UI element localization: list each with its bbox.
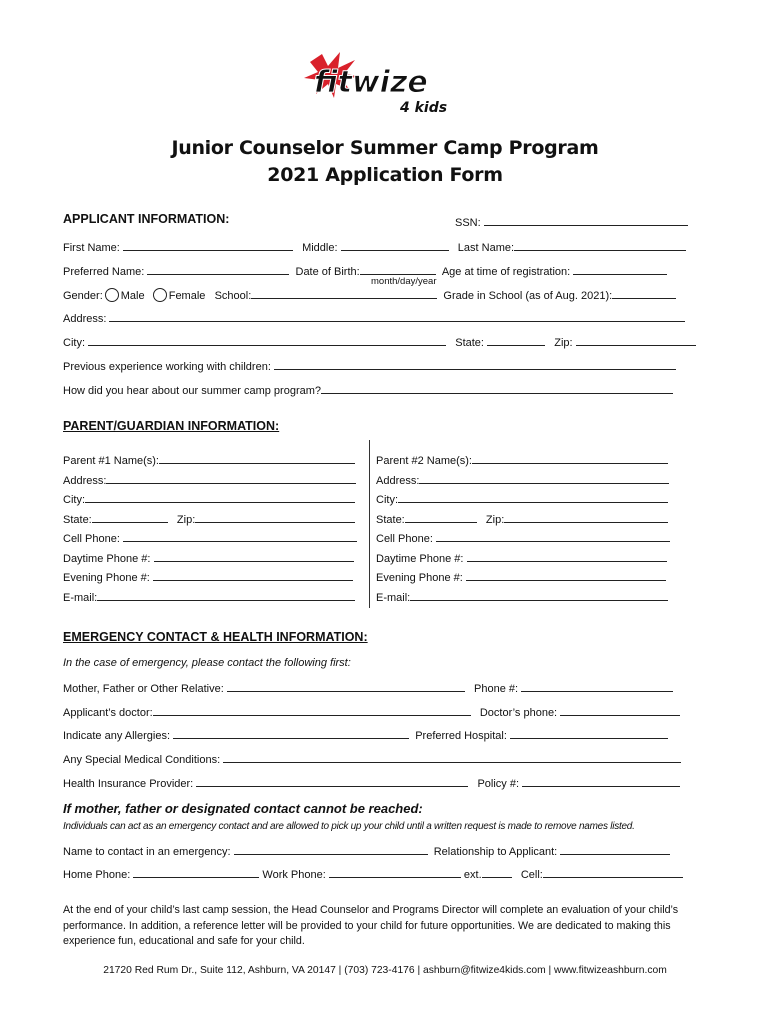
p2-name-field[interactable]: [472, 453, 668, 464]
doctor-field[interactable]: [153, 705, 471, 716]
p2-cell-row: Cell Phone:: [376, 531, 670, 545]
p1-email-field[interactable]: [97, 590, 355, 601]
p1-name-row: Parent #1 Name(s):: [63, 453, 355, 467]
unreached-note: Individuals can act as an emergency contact and are allowed to pick up your child until a written request is made to remove names listed.: [63, 821, 635, 832]
age-field[interactable]: [573, 264, 667, 275]
p1-state-row: State: Zip:: [63, 512, 355, 526]
cell-field[interactable]: [543, 867, 683, 878]
unreached-heading: If mother, father or designated contact cannot be reached:: [63, 801, 423, 816]
school-field[interactable]: [251, 288, 437, 299]
address-field[interactable]: [109, 311, 685, 322]
preferred-row: Preferred Name: Date of Birth: Age at time of registration:: [63, 264, 667, 278]
doctor-phone-field[interactable]: [560, 705, 680, 716]
p2-name-row: Parent #2 Name(s):: [376, 453, 668, 467]
fitwize-logo: [300, 44, 480, 118]
contact-name-row: Name to contact in an emergency: Relationship to Applicant:: [63, 844, 670, 858]
name-row: First Name: Middle: Last Name:: [63, 240, 686, 254]
relative-phone-field[interactable]: [521, 681, 673, 692]
p2-daytime-row: Daytime Phone #:: [376, 551, 667, 565]
p2-address-row: Address:: [376, 473, 669, 487]
relationship-field[interactable]: [560, 844, 670, 855]
p1-name-field[interactable]: [159, 453, 355, 464]
relative-field[interactable]: [227, 681, 465, 692]
grade-field[interactable]: [612, 288, 676, 299]
phones-row: Home Phone: Work Phone: ext. Cell:: [63, 867, 683, 881]
p1-state-field[interactable]: [92, 512, 168, 523]
dob-field[interactable]: [360, 264, 436, 275]
p2-email-field[interactable]: [410, 590, 668, 601]
zip-field[interactable]: [576, 335, 696, 346]
allergies-field[interactable]: [173, 728, 409, 739]
p1-daytime-field[interactable]: [154, 551, 354, 562]
experience-field[interactable]: [274, 359, 676, 370]
ssn-field[interactable]: [484, 215, 688, 226]
gender-row: Gender: Male Female School: Grade in School (as of Aug. 2021):: [63, 288, 676, 302]
allergies-row: Indicate any Allergies: Preferred Hospital:: [63, 728, 668, 742]
first-name-field[interactable]: [123, 240, 293, 251]
p2-city-row: City:: [376, 492, 668, 506]
p2-email-row: E-mail:: [376, 590, 668, 604]
p1-address-field[interactable]: [106, 473, 356, 484]
parent-heading: PARENT/GUARDIAN INFORMATION:: [63, 419, 280, 433]
p1-daytime-row: Daytime Phone #:: [63, 551, 354, 565]
dob-hint: month/day/year: [371, 276, 437, 287]
form-title: Junior Counselor Summer Camp Program: [171, 137, 599, 159]
parent-divider: [369, 440, 370, 608]
hear-row: How did you hear about our summer camp program?: [63, 383, 673, 397]
applicant-heading: APPLICANT INFORMATION:: [63, 212, 230, 226]
p1-address-row: Address:: [63, 473, 356, 487]
ssn-row: SSN:: [455, 215, 688, 229]
p2-evening-field[interactable]: [466, 570, 666, 581]
p1-email-row: E-mail:: [63, 590, 355, 604]
p2-evening-row: Evening Phone #:: [376, 570, 666, 584]
logo-sub-text: 4 kids: [400, 100, 448, 116]
emergency-intro: In the case of emergency, please contact the following first:: [63, 657, 351, 669]
p1-zip-field[interactable]: [195, 512, 355, 523]
footer-contact: 21720 Red Rum Dr., Suite 112, Ashburn, VA 20147 | (703) 723-4176 | ashburn@fitwize4kids.com | www.fitwizeashburn.com: [103, 965, 667, 976]
form-subtitle: 2021 Application Form: [267, 164, 503, 186]
p2-address-field[interactable]: [419, 473, 669, 484]
p1-cell-field[interactable]: [123, 531, 357, 542]
policy-field[interactable]: [522, 776, 680, 787]
p2-state-field[interactable]: [405, 512, 477, 523]
insurance-field[interactable]: [196, 776, 468, 787]
p2-city-field[interactable]: [398, 492, 668, 503]
last-name-field[interactable]: [514, 240, 686, 251]
hear-field[interactable]: [321, 383, 673, 394]
conditions-field[interactable]: [223, 752, 681, 763]
p1-city-field[interactable]: [85, 492, 355, 503]
preferred-name-field[interactable]: [147, 264, 289, 275]
contact-name-field[interactable]: [234, 844, 428, 855]
p1-cell-row: Cell Phone:: [63, 531, 357, 545]
insurance-row: Health Insurance Provider: Policy #:: [63, 776, 680, 790]
hospital-field[interactable]: [510, 728, 668, 739]
p1-evening-row: Evening Phone #:: [63, 570, 353, 584]
emergency-heading: EMERGENCY CONTACT & HEALTH INFORMATION:: [63, 630, 368, 644]
experience-row: Previous experience working with children:: [63, 359, 676, 373]
female-radio[interactable]: [153, 288, 167, 302]
address-row: Address:: [63, 311, 685, 325]
relative-row: Mother, Father or Other Relative: Phone #:: [63, 681, 673, 695]
state-field[interactable]: [487, 335, 545, 346]
p1-evening-field[interactable]: [153, 570, 353, 581]
city-field[interactable]: [88, 335, 446, 346]
conditions-row: Any Special Medical Conditions:: [63, 752, 681, 766]
p2-cell-field[interactable]: [436, 531, 670, 542]
doctor-row: Applicant’s doctor: Doctor’s phone:: [63, 705, 680, 719]
middle-name-field[interactable]: [341, 240, 449, 251]
male-radio[interactable]: [105, 288, 119, 302]
ext-field[interactable]: [482, 867, 512, 878]
p2-state-row: State: Zip:: [376, 512, 668, 526]
city-row: City: State: Zip:: [63, 335, 696, 349]
home-phone-field[interactable]: [133, 867, 259, 878]
p2-zip-field[interactable]: [504, 512, 668, 523]
closing-paragraph: At the end of your child’s last camp session, the Head Counselor and Programs Director will complete an evaluation of your child’s performance. In addition, a reference letter will be provided to your child for future opportunities. We are dedicated to making this experience fun, educational and safe for your child.: [63, 904, 679, 947]
work-phone-field[interactable]: [329, 867, 461, 878]
logo-brand-text: fitwize: [314, 65, 428, 100]
p1-city-row: City:: [63, 492, 355, 506]
p2-daytime-field[interactable]: [467, 551, 667, 562]
